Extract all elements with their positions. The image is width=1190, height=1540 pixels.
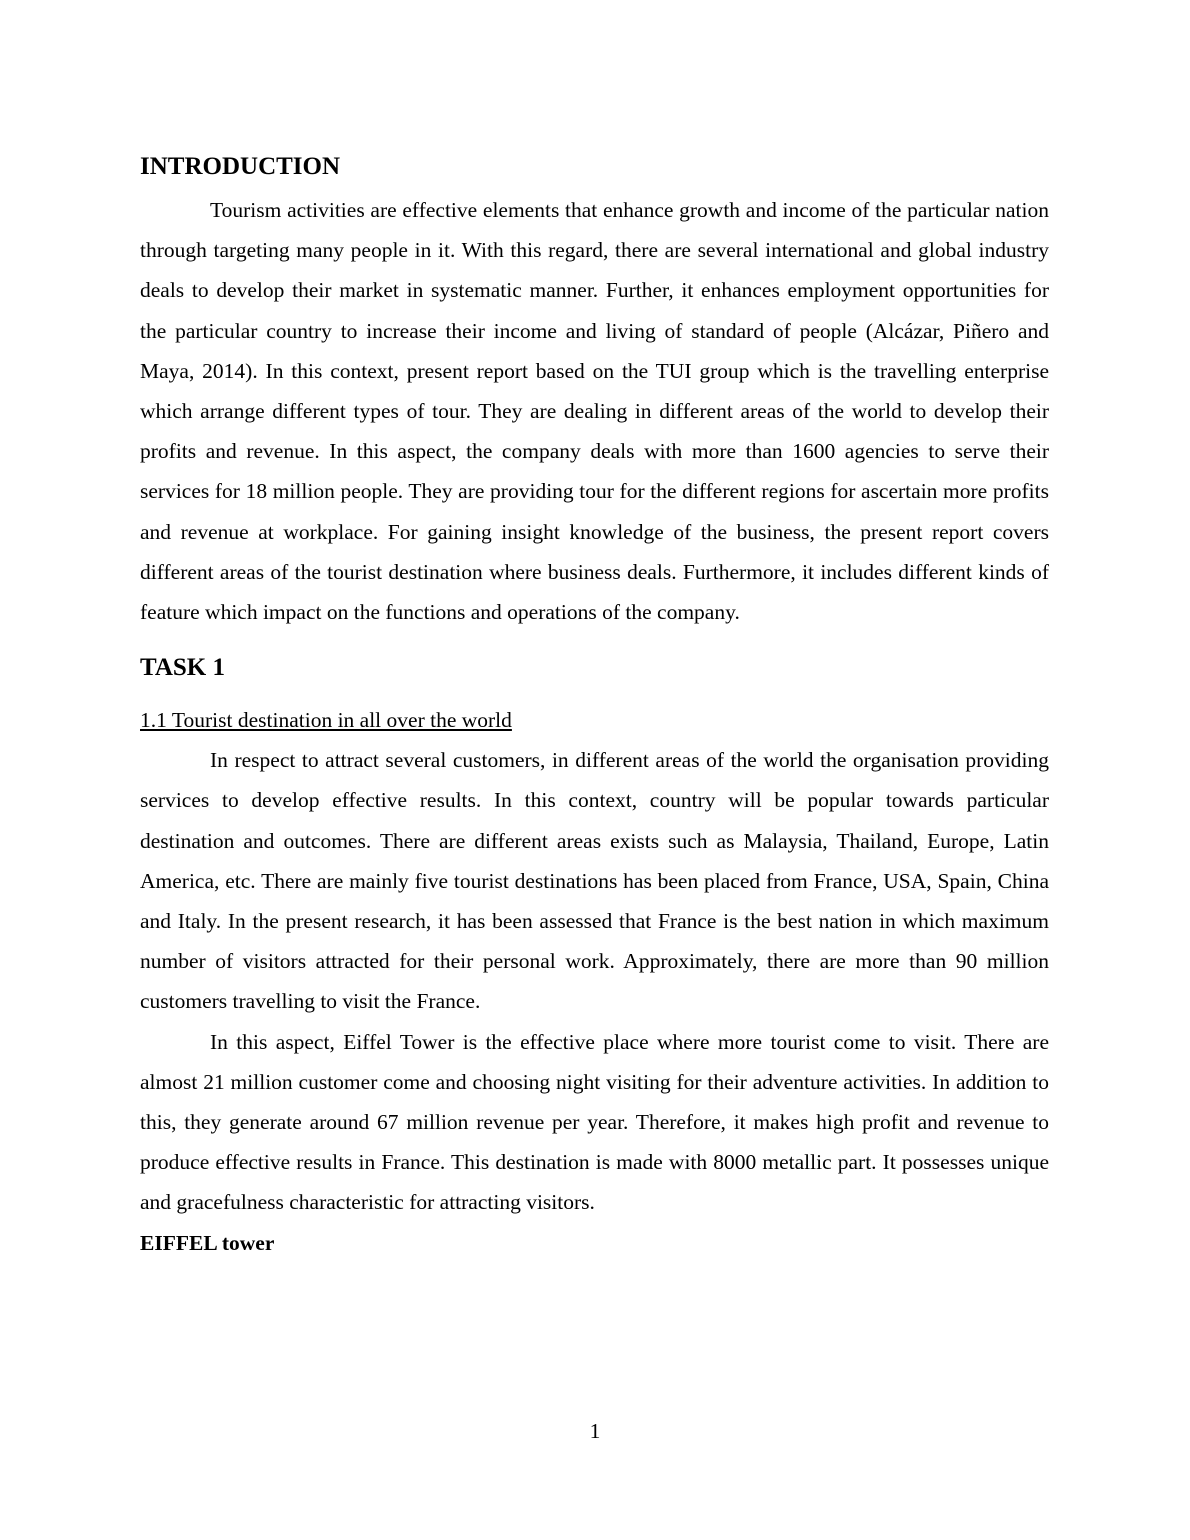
- tourist-destination-paragraph-1: In respect to attract several customers, in different areas of the world the organisation providing services to develop effective results. In this context, country will be popular towards particular destination and outcomes. There are different areas exists such as Malaysia, Thailand, Europe, Latin America, etc. There are mainly five tourist destinations has been placed from France, USA, Spain, China and Italy. In the present research, it has been assessed that France is the best nation in which maximum number of visitors attracted for their personal work. Approximately, there are more than 90 million customers travelling to visit the France.: [140, 748, 1049, 1014]
- document-page: [140, 150, 1049, 1263]
- tourist-destination-paragraph-2: In this aspect, Eiffel Tower is the effective place where more tourist come to visit. There are almost 21 million customer come and choosing night visiting for their adventure activities. In addition to this, they generate around 67 million revenue per year. Therefore, it makes high profit and revenue to produce effective results in France. This destination is made with 8000 metallic part. It possesses unique and gracefulness characteristic for attracting visitors.: [140, 1029, 1049, 1215]
- introduction-heading: INTRODUCTION: [140, 153, 341, 180]
- task-1-heading: TASK 1: [140, 654, 225, 682]
- introduction-paragraph: Tourism activities are effective elements that enhance growth and income of the particular nation through targeting many people in it. With this regard, there are several international and global industry deals to develop their market in systematic manner. Further, it enhances employment opportunities for the particular country to increase their income and living of standard of people (Alcázar, Piñero and Maya, 2014). In this context, present report based on the TUI group which is the travelling enterprise which arrange different types of tour. They are dealing in different areas of the world to develop their profits and revenue. In this aspect, the company deals with more than 1600 agencies to serve their services for 18 million people. They are providing tour for the different regions for ascertain more profits and revenue at workplace. For gaining insight knowledge of the business, the present report covers different areas of the tourist destination where business deals. Furthermore, it includes different kinds of feature which impact on the functions and operations of the company.: [140, 198, 1049, 625]
- tourist-destination-subheading: 1.1 Tourist destination in all over the world: [140, 708, 512, 733]
- eiffel-tower-label: EIFFEL tower: [140, 1230, 275, 1255]
- page-number: 1: [589, 1419, 601, 1443]
